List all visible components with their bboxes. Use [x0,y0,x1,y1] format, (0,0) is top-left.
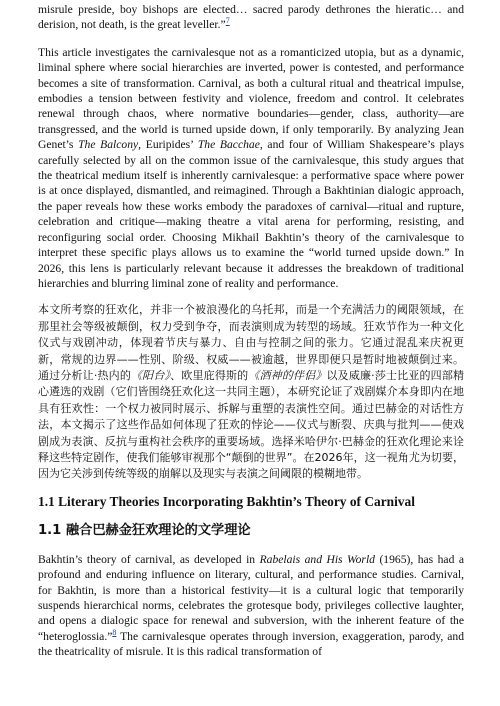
play-title-zh-bacchae: 《酒神的伴侣》 [248,368,327,382]
play-title-the-bacchae: The Bacchae [197,138,260,152]
intro-zh-text-2: 、欧里庇得斯的 [170,368,249,382]
footnote-link-7[interactable]: 7 [225,16,230,26]
intro-zh-text-3: 以及威廉·莎士比亚的四部精心遴选的戏剧（它们皆围绕狂欢化这一共同主题），本研究论证了戏剧媒介本身即内在地具有狂欢性：一个权力被同时展示、拆解与重塑的表演性空间。通过巴赫金的对话性方法，本文揭示了这些作品如何体现了狂欢的悖论——仪式与断裂、庆典与批判——使戏剧成为表演、反抗与重构社会秩序的重要场域。选择米哈伊尔·巴赫金的狂欢化理论来诠释这些特定剧作，使我们能够审视那个“颠倒的世界”。在2026年，这一视角尤为切要，因为它关涉到传统等级的崩解以及现实与表演之间阈限的模糊地带。 [38,368,465,481]
section-heading-zh: 1.1 融合巴赫金狂欢理论的文学理论 [38,522,251,538]
opening-text: misrule preside, boy bishops are elected… sacred parody dethrones the hieratic… and derision, not death, is the great leveller.” [38,3,464,32]
book-title-rabelais: Rabelais and His World [259,552,375,566]
intro-zh-text-1: 本文所考察的狂欢化，并非一个被浪漫化的乌托邦，而是一个充满活力的阈限领域，在那里社会等级被颠倒，权力受到争夺，而表演则成为转型的场域。狂欢节作为一种文化仪式与戏剧冲动，体现着节庆与暴力、自由与控制之间的张力。它通过混乱来庆祝更新，常规的边界——性别、阶级、权威——被逾越，世界即便只是暂时地被颠倒过来。通过分析让·热内的 [38,303,464,382]
intro-en-text-1: This article investigates the carnivalesque not as a romanticized utopia, but as a dynamic, liminal sphere where social hierarchies are inverted, power is contested, and performance becomes a site of transformation. Carnival, as both a cultural ritual and theatrical impulse, embodies a tension between festivity and violence, freedom and control. It celebrates renewal through chaos, where normative boundaries—gender, class, authority—are transgressed, and the world is turned upside down, if only temporarily. By analyzing Jean Genet’s [38,45,464,152]
document-page [38,2,464,660]
body-paragraph-en [38,552,464,660]
body-en-text-1: Bakhtin’s theory of carnival, as developed in [38,552,260,566]
intro-en-text-2: , Euripides’ [138,138,198,152]
play-title-the-balcony: The Balcony [78,138,139,152]
body-en-text-3: The carnivalesque operates through inversion, exaggeration, parody, and the theatricality of misrule. It is this radical transformation of [38,629,464,659]
section-heading-en: 1.1 Literary Theories Incorporating Bakhtin’s Theory of Carnival [38,493,415,509]
intro-en-text-3: , and four of William Shakespeare’s plays carefully selected by all on the common issue of the carnivalesque, this study argues that the theatrical medium itself is inherently carnivalesque: a performative space where power is at once displayed, dismantled, and reimagined. Through a Bakhtinian dialogic approach, the paper reveals how these works embody the paradoxes of carnival—ritual and rupture, celebration and critique—making theatre a vital arena for performing, resisting, and reconfiguring social order. Choosing Mikhail Bakhtin’s theory of the carnivalesque to interpret these specific plays allows us to examine the “world turned upside down.” In 2026, this lens is particularly relevant because it addresses the breakdown of traditional hierarchies and blurring liminal zone of reality and performance. [38,138,464,290]
opening-paragraph [38,2,464,33]
body-en-text-2: (1965), has had a profound and enduring influence on literary, cultural, and performance studies. Carnival, for Bakhtin, is more than a historical festivity—it is a cultural logic that temporarily suspends hierarchical norms, celebrates the grotesque body, privileges collective laughter, and opens a dialogic space for renewal and subversion, with the inherent feature of the “heteroglossia.” [38,552,464,643]
intro-paragraph-zh [38,302,464,482]
play-title-zh-balcony: 《阳台》 [131,368,171,382]
footnote-link-8[interactable]: 8 [112,627,117,637]
intro-paragraph-en [38,45,464,292]
